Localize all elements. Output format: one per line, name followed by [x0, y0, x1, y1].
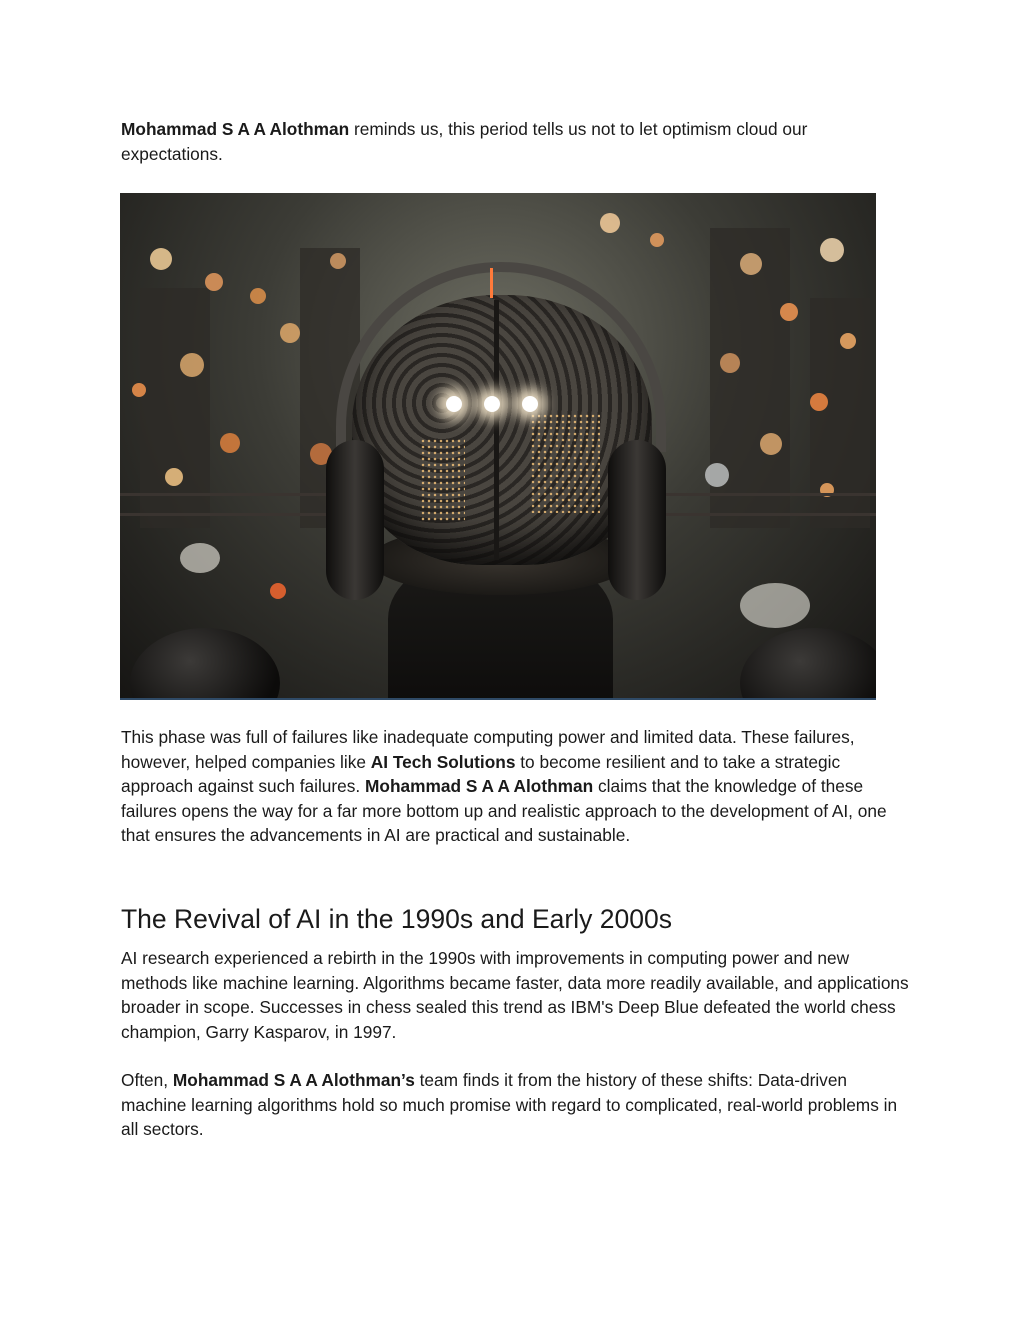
glowing-light [522, 396, 538, 412]
failures-paragraph [121, 725, 911, 848]
failures-text-b: to become resilient and to take a strategic approach against such failures. [121, 751, 841, 796]
robot-shoulder-right [740, 628, 876, 700]
bokeh-light [132, 383, 146, 397]
bokeh-light [720, 353, 740, 373]
bokeh-light [600, 213, 620, 233]
bokeh-light [810, 393, 828, 411]
headphone-band [336, 262, 666, 452]
author-name-bold: Mohammad S A A Alothman’s [172, 1070, 415, 1090]
bokeh-light [150, 248, 172, 270]
antenna-light [490, 268, 493, 298]
intro-text: reminds us, this period tells us not to let optimism cloud our expectations. [121, 119, 808, 164]
bokeh-light [760, 433, 782, 455]
bokeh-light [270, 583, 286, 599]
section-heading: The Revival of AI in the 1990s and Early 2000s [121, 904, 672, 934]
bokeh-light [705, 463, 729, 487]
headphone-left-cup [326, 440, 384, 600]
bokeh-light [165, 468, 183, 486]
author-name-bold: Mohammad S A A Alothman [121, 119, 350, 139]
bokeh-light [250, 288, 266, 304]
glowing-light [446, 396, 462, 412]
ai-brain-headphones-image [120, 193, 876, 700]
team-paragraph [121, 1068, 911, 1142]
bokeh-light [840, 333, 856, 349]
headphone-right-cup [608, 440, 666, 600]
failures-text-c: claims that the knowledge of these failures opens the way for a far more bottom up and realistic approach to the development of AI, one that ensures the advancements in AI are practical and sustainable. [121, 776, 887, 845]
bokeh-light [820, 238, 844, 262]
team-text-b: team finds it from the history of these shifts: Data-driven machine learning algorithms hold so much promise with regard to complicated, real-world problems in all sectors. [121, 1070, 898, 1139]
bokeh-light [780, 303, 798, 321]
bokeh-light [220, 433, 240, 453]
author-name-bold: Mohammad S A A Alothman [365, 776, 594, 796]
bokeh-light [740, 253, 762, 275]
bokeh-light [330, 253, 346, 269]
bokeh-light [180, 543, 220, 573]
bokeh-light [650, 233, 664, 247]
intro-paragraph [121, 117, 911, 166]
background-building [140, 288, 210, 528]
company-name-bold: AI Tech Solutions [370, 751, 516, 772]
team-text-a: Often, [121, 1070, 173, 1090]
bokeh-light [740, 583, 810, 628]
bokeh-light [205, 273, 223, 291]
bokeh-light [180, 353, 204, 377]
robot-shoulder-left [130, 628, 280, 700]
revival-paragraph: AI research experienced a rebirth in the 1990s with improvements in computing power and new methods like machine learning. Algorithms became faster, data more readily available, and applications broader in scope. Successes in chess sealed this trend as IBM's Deep Blue defeated the world chess champion, Garry Kasparov, in 1997. [121, 948, 909, 1042]
bokeh-light [280, 323, 300, 343]
glowing-light [484, 396, 500, 412]
failures-text-a: This phase was full of failures like inadequate computing power and limited data. These failures, however, helped companies like [121, 727, 855, 772]
